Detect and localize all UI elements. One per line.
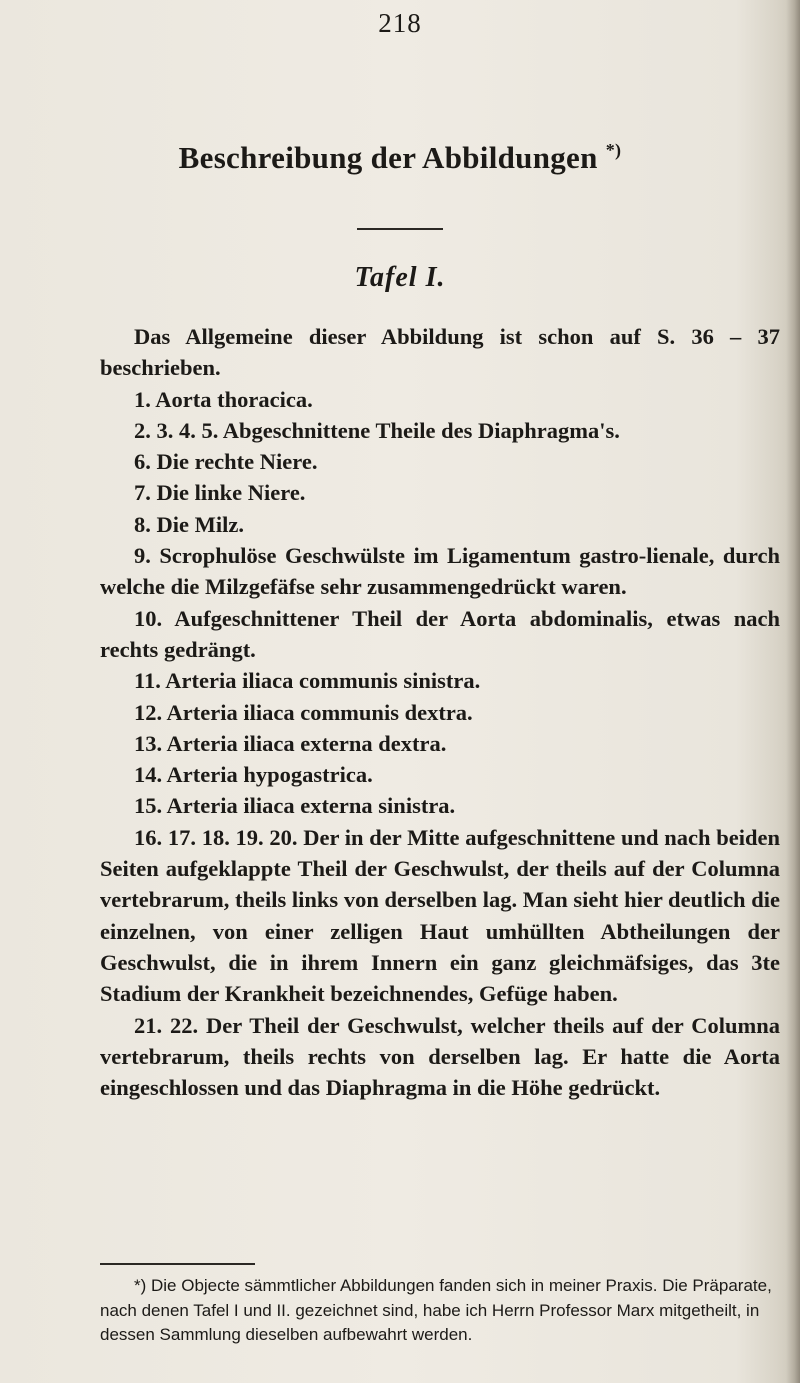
list-item: 2. 3. 4. 5. Abgeschnittene Theile des Diaphragma's. xyxy=(134,417,620,443)
list-item: 6. Die rechte Niere. xyxy=(134,449,318,475)
list-item: 21. 22. Der Theil der Geschwulst, welcher theils auf der Columna vertebrarum, theils rechts von derselben lag. Er hatte die Aorta eingeschlossen und das Diaphragma in die Höhe gedrückt. xyxy=(100,1012,780,1101)
list-item: 13. Arteria iliaca externa dextra. xyxy=(134,730,447,756)
list-item: 16. 17. 18. 19. 20. Der in der Mitte aufgeschnittene und nach beiden Seiten aufgeklappte Theil der Geschwulst, der theils auf der Columna vertebrarum, theils links von derselben lag. Man sieht hier deutlich die einzelnen, von einer zelligen Haut umhüllten Abtheilungen der Geschwulst, die in ihrem Innern ein ganz gleichmäfsiges, das 3te Stadium der Krankheit bezeichnendes, Gefüge haben. xyxy=(100,824,780,1007)
title-divider xyxy=(357,228,443,230)
list-item: 15. Arteria iliaca externa sinistra. xyxy=(134,793,456,819)
paragraph: Das Allgemeine dieser Abbildung ist schon auf S. 36 – 37 beschrieben. xyxy=(100,324,780,381)
list-item: 10. Aufgeschnittener Theil der Aorta abdominalis, etwas nach rechts gedrängt. xyxy=(100,605,780,662)
page-number: 218 xyxy=(378,8,422,38)
footnote-divider xyxy=(100,1263,255,1265)
page-edge-shadow xyxy=(786,0,800,1383)
description-body xyxy=(100,321,780,1103)
list-item: 7. Die linke Niere. xyxy=(134,480,306,506)
plate-heading: Tafel I. xyxy=(354,262,446,293)
footnote xyxy=(100,1274,776,1348)
page-title-text: Beschreibung der Abbildungen xyxy=(178,140,598,175)
footnote-text: *) Die Objecte sämmtlicher Abbildungen fanden sich in meiner Praxis. Die Präparate, nach denen Tafel I und II. gezeichnet sind, habe ich Herrn Professor Marx mitgetheilt, in dessen Sammlung dieselben aufbewahrt werden. xyxy=(100,1276,772,1344)
page-title xyxy=(0,140,800,176)
footnote-marker: *) xyxy=(605,140,622,160)
list-item: 8. Die Milz. xyxy=(134,511,244,537)
list-item: 11. Arteria iliaca communis sinistra. xyxy=(134,668,481,694)
list-item: 12. Arteria iliaca communis dextra. xyxy=(134,699,473,725)
list-item: 9. Scrophulöse Geschwülste im Ligamentum gastro-lienale, durch welche die Milzgefäfse sehr zusammengedrückt waren. xyxy=(100,543,780,600)
list-item: 14. Arteria hypogastrica. xyxy=(134,762,373,788)
list-item: 1. Aorta thoracica. xyxy=(134,386,313,412)
